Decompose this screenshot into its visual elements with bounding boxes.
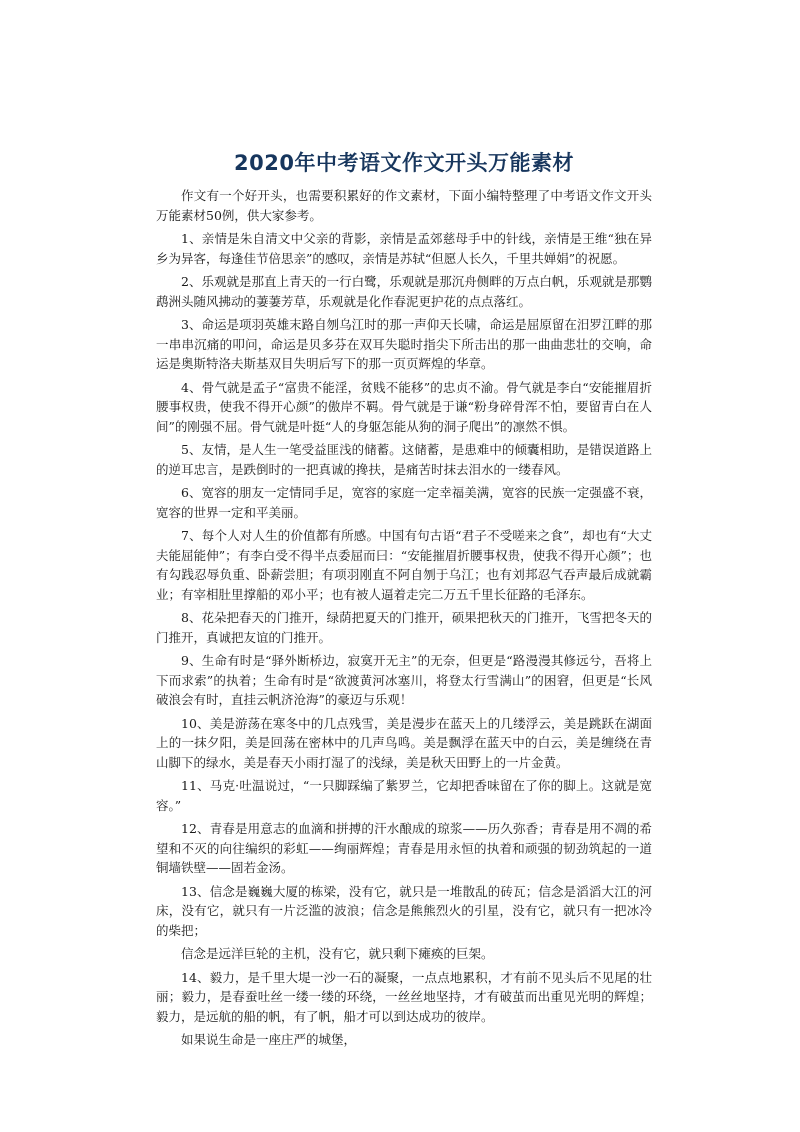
paragraph-8: 8、花朵把春天的门推开，绿荫把夏天的门推开，硕果把秋天的门推开，飞雪把冬天的门推开，真诚把友谊的门推开。 (156, 610, 652, 645)
paragraph-13: 13、信念是巍巍大厦的栋梁，没有它，就只是一堆散乱的砖瓦；信念是滔滔大江的河床，没有它，就只有一片泛滥的波浪；信念是熊熊烈火的引星，没有它，就只有一把冰冷的柴把； (156, 883, 652, 938)
paragraph-1: 1、亲情是朱自清文中父亲的背影，亲情是孟郊慈母手中的针线，亲情是王维“独在异乡为异客，每逢佳节倍思亲”的感叹，亲情是苏轼“但愿人长久，千里共婵娟”的祝愿。 (156, 231, 652, 266)
paragraph-6: 6、宽容的朋友一定情同手足，宽容的家庭一定幸福美满，宽容的民族一定强盛不衰，宽容的世界一定和平美丽。 (156, 485, 652, 520)
closing-paragraph: 如果说生命是一座庄严的城堡， (181, 1032, 357, 1047)
paragraph-11: 11、马克·吐温说过，“一只脚踩编了紫罗兰，它却把香味留在了你的脚上。这就是宽容。” (156, 778, 652, 813)
document-title: 2020年中考语文作文开头万能素材 (234, 151, 574, 175)
paragraph-13-continued: 信念是远洋巨轮的主机，没有它，就只剩下瘫痪的巨架。 (181, 946, 494, 961)
paragraph-9: 9、生命有时是“驿外断桥边，寂寞开无主”的无奈，但更是“路漫漫其修远兮，吾将上下而求索”的执着；生命有时是“欲渡黄河冰塞川，将登太行雪满山”的困窘，但更是“长风破浪会有时，直挂云帆济沧海”的豪迈与乐观！ (156, 653, 652, 707)
intro-paragraph: 作文有一个好开头，也需要积累好的作文素材，下面小编特整理了中考语文作文开头万能素材50例，供大家参考。 (156, 188, 652, 223)
paragraph-3: 3、命运是项羽英雄末路自刎乌江时的那一声仰天长啸，命运是屈原留在汨罗江畔的那一串串沉痛的叩问，命运是贝多芬在双耳失聪时指尖下所击出的那一曲曲悲壮的交响，命运是奥斯特洛夫斯基双目失明后写下的那一页页辉煌的华章。 (156, 317, 652, 371)
paragraph-4: 4、骨气就是孟子“富贵不能淫，贫贱不能移”的忠贞不渝。骨气就是李白“安能摧眉折腰事权贵，使我不得开心颜”的傲岸不羁。骨气就是于谦“粉身碎骨浑不怕，要留青白在人间”的刚强不屈。骨气就是叶挺“人的身躯怎能从狗的洞子爬出”的凛然不惧。 (156, 379, 652, 434)
paragraph-12: 12、青春是用意志的血滴和拼搏的汗水酿成的琼浆——历久弥香；青春是用不凋的希望和不灭的向往编织的彩虹——绚丽辉煌；青春是用永恒的执着和顽强的韧劲筑起的一道铜墙铁壁——固若金汤。 (156, 821, 652, 875)
paragraph-14: 14、毅力，是千里大堤一沙一石的凝聚，一点点地累积，才有前不见头后不见尾的壮丽；毅力，是春蚕吐丝一缕一缕的环绕，一丝丝地坚持，才有破茧而出重见光明的辉煌；毅力，是远航的船的帆，有了帆，船才可以到达成功的彼岸。 (156, 969, 652, 1024)
paragraph-2: 2、乐观就是那直上青天的一行白鹭，乐观就是那沉舟侧畔的万点白帆，乐观就是那鹦鹉洲头随风拂动的萋萋芳草，乐观就是化作春泥更护花的点点落红。 (156, 274, 652, 309)
document-page (156, 148, 652, 1054)
paragraph-5: 5、友情，是人生一笔受益匪浅的储蓄。这储蓄，是患难中的倾囊相助，是错误道路上的逆耳忠言，是跌倒时的一把真诚的搀扶，是痛苦时抹去泪水的一缕春风。 (156, 442, 652, 477)
paragraph-10: 10、美是游荡在寒冬中的几点残雪，美是漫步在蓝天上的几缕浮云，美是跳跃在湖面上的一抹夕阳，美是回荡在密林中的几声鸟鸣。美是飘浮在蓝天中的白云，美是缠绕在青山脚下的绿水，美是春天小雨打湿了的浅绿，美是秋天田野上的一片金黄。 (156, 715, 652, 770)
paragraph-7: 7、每个人对人生的价值都有所感。中国有句古语“君子不受嗟来之食”，却也有“大丈夫能屈能伸”；有李白受不得半点委屈而曰：“安能摧眉折腰事权贵，使我不得开心颜”；也有勾践忍辱负重、卧薪尝胆；有项羽刚直不阿自刎于乌江；也有刘邦忍气吞声最后成就霸业；有宰相肚里撑船的邓小平；也有被人逼着走完二万五千里长征路的毛泽东。 (156, 528, 652, 602)
